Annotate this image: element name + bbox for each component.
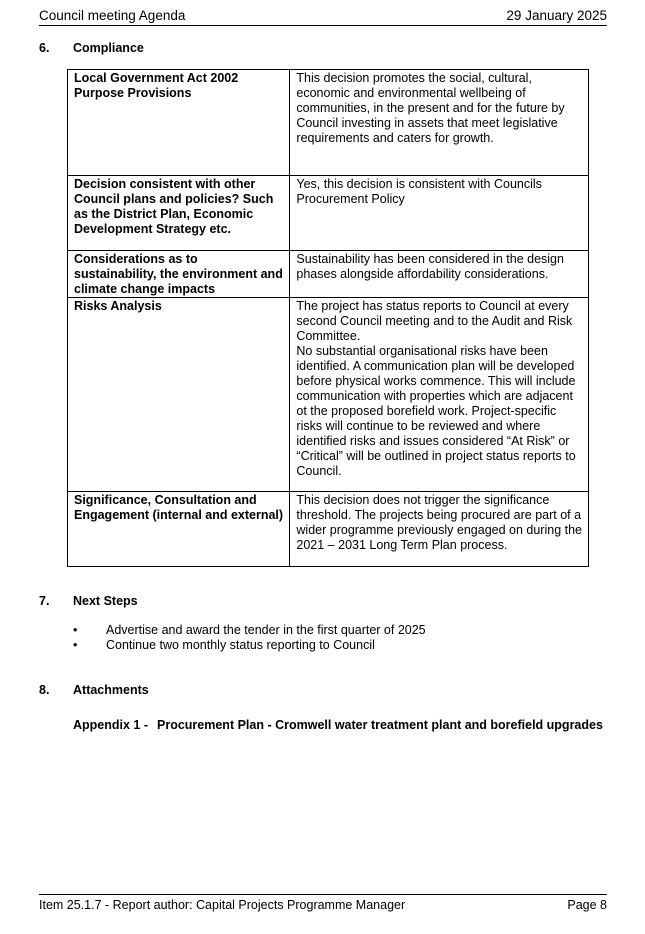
page-number: Page 8: [567, 898, 607, 912]
table-row: [68, 492, 589, 567]
bullet-icon: •: [73, 638, 78, 652]
list-item: [73, 623, 426, 638]
table-row: [68, 70, 589, 176]
appendix-label: Appendix 1 -: [73, 718, 149, 732]
document-title: Council meeting Agenda: [39, 8, 186, 23]
page-footer: [39, 894, 607, 912]
row-value: [290, 298, 589, 492]
row-value: [290, 70, 589, 176]
row-label: Risks Analysis: [68, 298, 290, 492]
section-number: 8.: [39, 683, 50, 697]
bullet-icon: •: [73, 623, 78, 637]
section-title: Next Steps: [73, 594, 138, 608]
row-label: Local Government Act 2002 Purpose Provisions: [68, 70, 290, 176]
appendix-title: Procurement Plan - Cromwell water treatment plant and borefield upgrades: [157, 718, 603, 732]
list-item-text: Advertise and award the tender in the first quarter of 2025: [106, 623, 426, 637]
compliance-table: [67, 69, 589, 567]
row-paragraph: Sustainability has been considered in the design phases alongside affordability considerations.: [296, 252, 564, 281]
section-number: 7.: [39, 594, 50, 608]
next-steps-list: [73, 623, 426, 653]
table-row: [68, 298, 589, 492]
row-paragraph: Yes, this decision is consistent with Councils Procurement Policy: [296, 177, 542, 206]
row-paragraph: No substantial organisational risks have been identified. A communication plan will be developed before physical works commence. This will include communication with properties which are adjacent ot the proposed borefield work. Project-specific risks will continue to be reviewed and where identified risks and issues considered “At Risk” or “Critical” will be outlined in project status reports to Council.: [296, 344, 576, 478]
list-item-text: Continue two monthly status reporting to Council: [106, 638, 375, 652]
row-label: Considerations as to sustainability, the environment and climate change impacts: [68, 251, 290, 298]
table-row: [68, 176, 589, 251]
table-row: [68, 251, 589, 298]
row-paragraph: This decision does not trigger the significance threshold. The projects being procured are part of a wider programme previously engaged on during the 2021 – 2031 Long Term Plan process.: [296, 493, 582, 552]
row-label: Significance, Consultation and Engagement (internal and external): [68, 492, 290, 567]
row-value: [290, 492, 589, 567]
page-header: [39, 6, 607, 26]
document-date: 29 January 2025: [506, 8, 607, 23]
row-value: [290, 176, 589, 251]
section-title: Attachments: [73, 683, 149, 697]
row-paragraph: The project has status reports to Council at every second Council meeting and to the Audit and Risk Committee.: [296, 299, 573, 343]
list-item: [73, 638, 426, 653]
section-title: Compliance: [73, 41, 144, 55]
row-label: Decision consistent with other Council plans and policies? Such as the District Plan, Economic Development Strategy etc.: [68, 176, 290, 251]
row-paragraph: This decision promotes the social, cultural, economic and environmental wellbeing of communities, in the present and for the future by Council investing in assets that meet legislative requirements and caters for growth.: [296, 71, 565, 145]
section-number: 6.: [39, 41, 50, 55]
footer-item-text: Item 25.1.7 - Report author: Capital Projects Programme Manager: [39, 898, 406, 912]
row-value: [290, 251, 589, 298]
appendix-entry: [73, 718, 606, 733]
